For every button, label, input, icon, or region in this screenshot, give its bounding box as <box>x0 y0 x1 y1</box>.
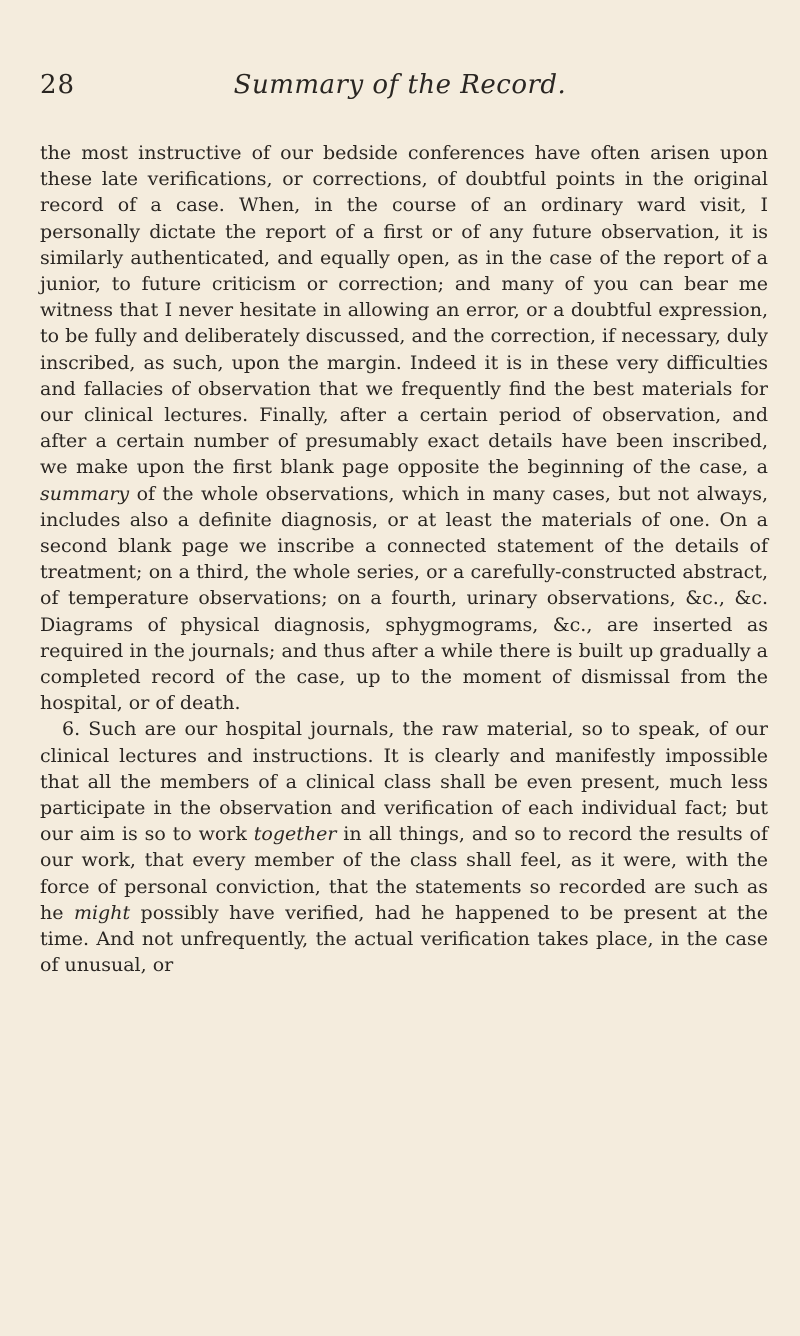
page-number: 28 <box>40 70 76 100</box>
paragraph2-text-a: 6. Such are our hospital journals, the raw material, so to speak, of our clinical lectures and instructions. It is clearly and manifestly impossible that all the members of a clinical class shall be even present, much less participate in the observation and verification of each individual fact; but our aim is so to work <box>40 718 768 846</box>
page-header <box>40 70 760 110</box>
paragraph-continued <box>40 140 768 716</box>
emphasis-together: together <box>253 823 337 846</box>
emphasis-summary: summary <box>40 482 130 505</box>
emphasis-might: might <box>73 901 131 924</box>
paragraph-section-6 <box>40 716 768 978</box>
paragraph2-text-c: possibly have verified, had he happened to be present at the time. And not unfrequently, the actual verification takes place, in the case of unusual, or <box>40 901 768 977</box>
paragraph1-text-a: the most instructive of our bedside conferences have often arisen upon these late verifications, or corrections, of doubtful points in the original record of a case. When, in the course of an ordinary ward visit, I personally dictate the report of a first or of any future observation, it is similarly authenticated, and equally open, as in the case of the report of a junior, to future criticism or correction; and many of you can bear me witness that I never hesitate in allowing an error, or a doubtful expression, to be fully and deliberately discussed, and the correction, if necessary, duly inscribed, as such, upon the margin. Indeed it is in these very difficulties and fallacies of observation that we frequently find the best materials for our clinical lectures. Finally, after a certain period of observation, and after a certain number of presumably exact details have been inscribed, we make upon the first blank page opposite the beginning of the case, a <box>40 142 768 479</box>
running-title: Summary of the Record. <box>233 70 567 100</box>
body-text <box>40 140 768 979</box>
paragraph1-text-b: of the whole observations, which in many cases, but not always, includes also a definite diagnosis, or at least the materials of one. On a second blank page we inscribe a connected statement of the details of treatment; on a third, the whole series, or a carefully-constructed abstract, of temperature observations; on a fourth, urinary observations, &c., &c. Diagrams of physical diagnosis, sphygmograms, &c., are inserted as required in the journals; and thus after a while there is built up gradually a completed record of the case, up to the moment of dismissal from the hospital, or of death. <box>40 482 768 715</box>
paragraph2-text-b: in all things, and so to record the results of our work, that every member of the class shall feel, as it were, with the force of personal conviction, that the statements so recorded are such as he <box>40 823 768 924</box>
